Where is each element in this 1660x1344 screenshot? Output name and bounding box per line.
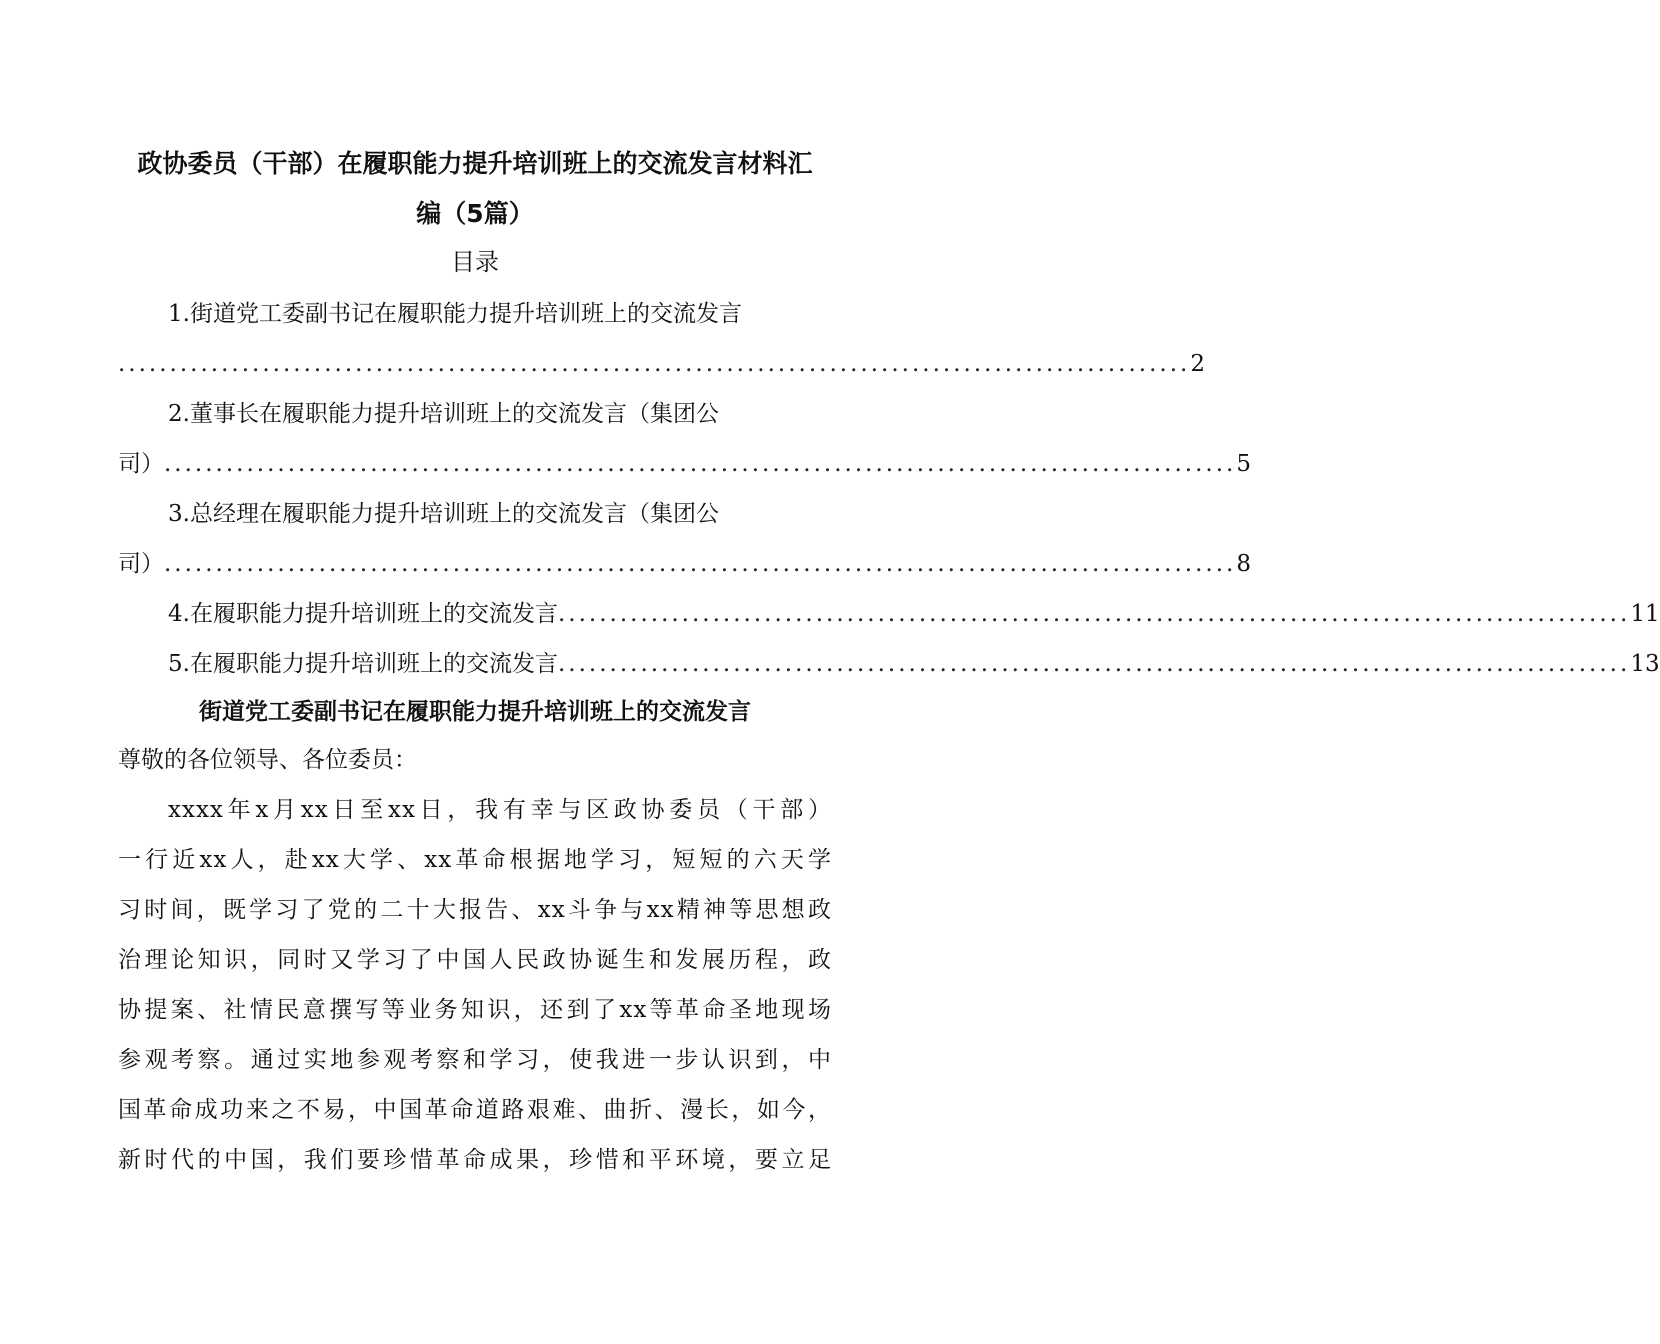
toc-page-number: 11 xyxy=(1630,601,1660,627)
toc-entry-3-line1[interactable] xyxy=(118,496,882,532)
toc-leader-dots: ........................................................................................................ xyxy=(118,351,1191,377)
body-line-8: 新时代的中国，我们要珍惜革命成果，珍惜和平环境，要立足 xyxy=(118,1147,832,1173)
toc-entry-3-line2[interactable] xyxy=(118,546,1251,582)
section-title: 街道党工委副书记在履职能力提升培训班上的交流发言 xyxy=(199,699,751,725)
toc-entry-2-line1[interactable] xyxy=(118,396,882,432)
body-line-1: xxxx年x月xx日至xx日，我有幸与区政协委员（干部） xyxy=(168,797,832,823)
toc-entry-5[interactable] xyxy=(118,646,1660,682)
toc-page-number: 8 xyxy=(1236,551,1251,577)
toc-page-number: 2 xyxy=(1190,351,1205,377)
toc-entry-1-line2[interactable] xyxy=(118,346,1205,382)
toc-entry-text: 2.董事长在履职能力提升培训班上的交流发言（集团公 xyxy=(168,401,719,427)
toc-entry-text: 3.总经理在履职能力提升培训班上的交流发言（集团公 xyxy=(168,501,719,527)
body-line-7: 国革命成功来之不易，中国革命道路艰难、曲折、漫长，如今， xyxy=(118,1097,832,1123)
toc-entry-1-line1[interactable] xyxy=(118,296,882,332)
toc-heading: 目录 xyxy=(451,248,499,276)
toc-entry-text: 5.在履职能力提升培训班上的交流发言 xyxy=(168,651,558,677)
toc-leader-dots: ........................................................................................................ xyxy=(164,451,1237,477)
body-line-5: 协提案、社情民意撰写等业务知识，还到了xx等革命圣地现场 xyxy=(118,997,832,1023)
body-line-4: 治理论知识，同时又学习了中国人民政协诞生和发展历程，政 xyxy=(118,947,832,973)
toc-entry-text: 4.在履职能力提升培训班上的交流发言 xyxy=(168,601,558,627)
body-line-3: 习时间，既学习了党的二十大报告、xx斗争与xx精神等思想政 xyxy=(118,897,832,923)
toc-leader-dots: ........................................................................................................ xyxy=(557,651,1631,677)
toc-page-number: 5 xyxy=(1236,451,1251,477)
body-line-6: 参观考察。通过实地参观考察和学习，使我进一步认识到，中 xyxy=(118,1047,832,1073)
toc-leader-dots: ........................................................................................................ xyxy=(164,551,1237,577)
toc-entry-text-continued: 司） xyxy=(118,551,164,577)
body-line-2: 一行近xx人，赴xx大学、xx革命根据地学习，短短的六天学 xyxy=(118,847,832,873)
toc-entry-text: 1.街道党工委副书记在履职能力提升培训班上的交流发言 xyxy=(168,301,742,327)
toc-page-number: 13 xyxy=(1630,651,1660,677)
document-title-line-1: 政协委员（干部）在履职能力提升培训班上的交流发言材料汇 xyxy=(137,149,813,178)
toc-entry-text-continued: 司） xyxy=(118,451,164,477)
salutation: 尊敬的各位领导、各位委员： xyxy=(118,747,417,773)
document-title-line-2: 编（5篇） xyxy=(416,199,534,228)
toc-leader-dots: ........................................................................................................ xyxy=(557,601,1631,627)
toc-entry-2-line2[interactable] xyxy=(118,446,1251,482)
toc-entry-4[interactable] xyxy=(118,596,1660,632)
